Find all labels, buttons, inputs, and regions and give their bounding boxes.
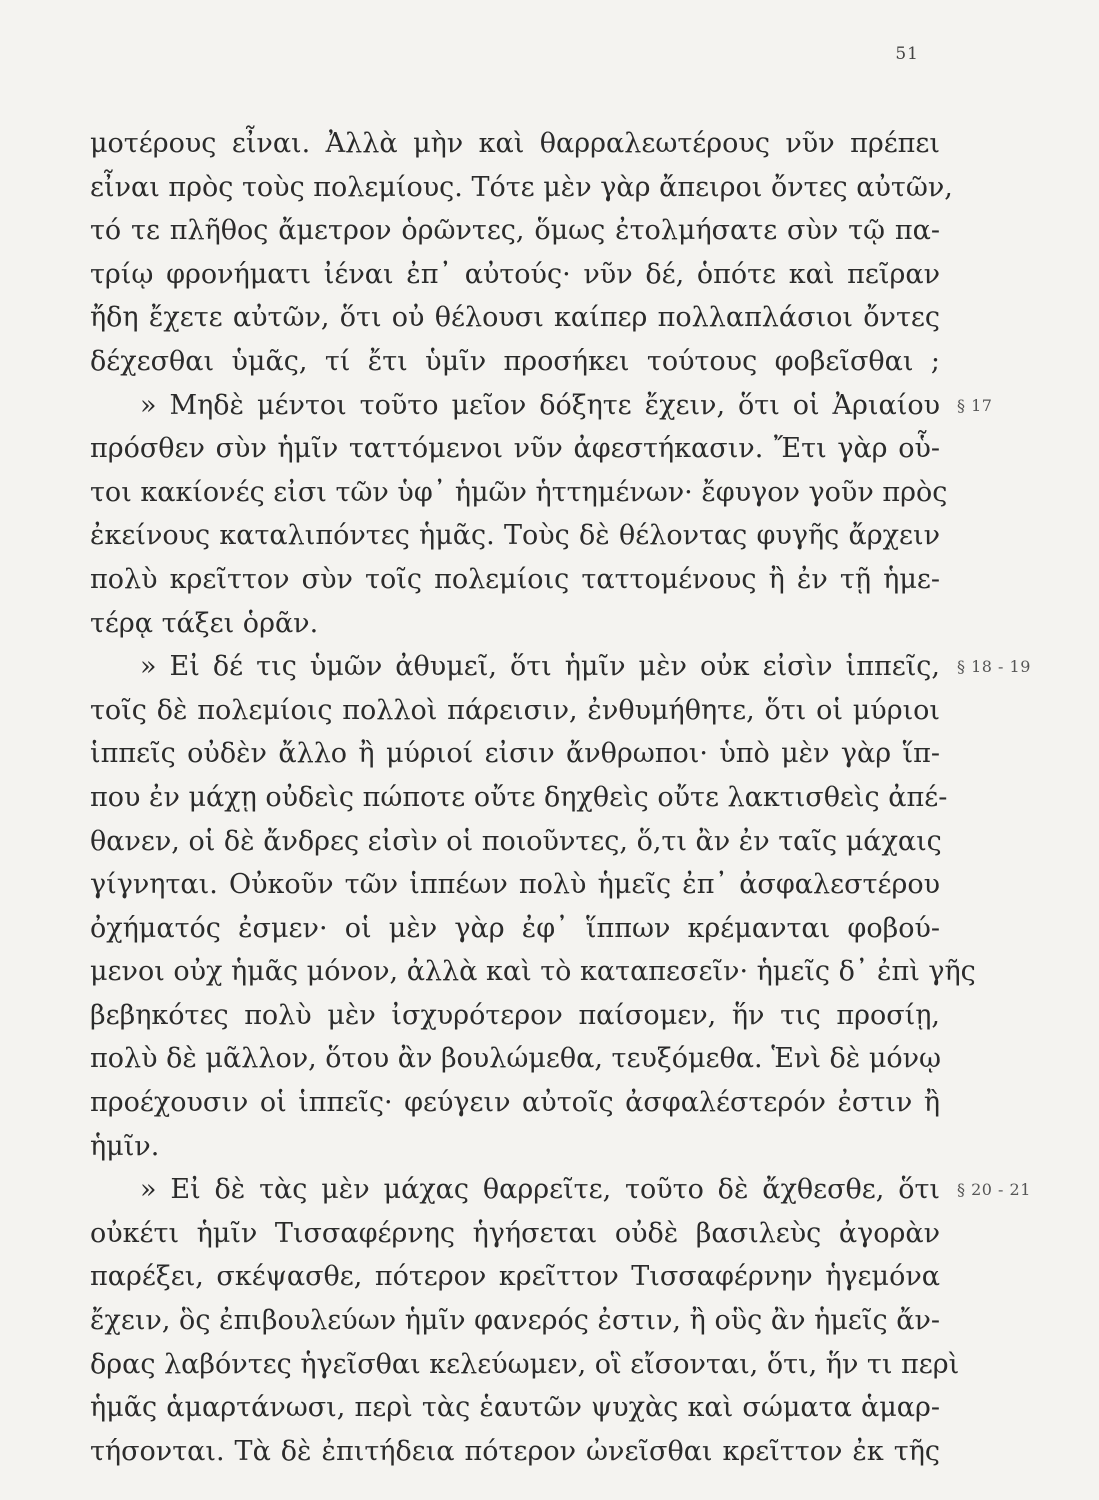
- section-marginal-note: § 17: [957, 395, 993, 415]
- text-line: ἔχειν, ὃς ἐπιβουλεύων ἡμῖν φανερός ἐστιν, ἢ οὓς ἂν ἡμεῖς ἄν-: [90, 1305, 940, 1337]
- text-line: προέχουσιν οἱ ἱππεῖς· φεύγειν αὐτοῖς ἀσφαλέστερόν ἐστιν ἢ: [90, 1087, 940, 1119]
- text-line: ἤδη ἔχετε αὐτῶν, ὅτι οὐ θέλουσι καίπερ πολλαπλάσιοι ὄντες: [90, 302, 940, 334]
- text-line: πολὺ δὲ μᾶλλον, ὅτου ἂν βουλώμεθα, τευξόμεθα. Ἑνὶ δὲ μόνῳ: [90, 1043, 942, 1075]
- text-line: ἱππεῖς οὐδὲν ἄλλο ἢ μύριοί εἰσιν ἄνθρωποι· ὑπὸ μὲν γὰρ ἵπ-: [90, 738, 940, 770]
- text-line: ἡμᾶς ἁμαρτάνωσι, περὶ τὰς ἑαυτῶν ψυχὰς καὶ σώματα ἁμαρ-: [90, 1392, 940, 1424]
- text-line: μενοι οὐχ ἡμᾶς μόνον, ἀλλὰ καὶ τὸ καταπεσεῖν· ἡμεῖς δ᾽ ἐπὶ γῆς: [90, 956, 976, 988]
- section-marginal-note: § 20 - 21: [957, 1180, 1031, 1200]
- text-line: τοι κακίονές εἰσι τῶν ὑφ᾽ ἡμῶν ἡττημένων· ἔφυγον γοῦν πρὸς: [90, 476, 948, 508]
- text-line: γίγνηται. Οὐκοῦν τῶν ἱππέων πολὺ ἡμεῖς ἐπ᾽ ἀσφαλεστέρου: [90, 869, 940, 901]
- text-line: δρας λαβόντες ἡγεῖσθαι κελεύωμεν, οἳ εἴσονται, ὅτι, ἥν τι περὶ: [90, 1348, 960, 1380]
- text-line: μοτέρους εἶναι. Ἀλλὰ μὴν καὶ θαρραλεωτέρους νῦν πρέπει: [90, 128, 940, 159]
- text-line: εἶναι πρὸς τοὺς πολεμίους. Τότε μὲν γὰρ ἄπειροι ὄντες αὐτῶν,: [90, 171, 953, 203]
- text-line: ἡμῖν.: [90, 1130, 160, 1162]
- text-line: » Εἰ δὲ τὰς μὲν μάχας θαρρεῖτε, τοῦτο δὲ ἄχθεσθε, ὅτι: [140, 1174, 940, 1206]
- text-line: που ἐν μάχῃ οὐδεὶς πώποτε οὔτε δηχθεὶς οὔτε λακτισθεὶς ἀπέ-: [90, 781, 948, 813]
- text-line: δέχεσθαι ὑμᾶς, τί ἔτι ὑμῖν προσήκει τούτους φοβεῖσθαι ;: [90, 345, 940, 377]
- text-line: πολὺ κρεῖττον σὺν τοῖς πολεμίοις ταττομένους ἢ ἐν τῇ ἡμε-: [90, 563, 940, 595]
- page-number: 51: [895, 44, 919, 64]
- section-marginal-note: § 18 - 19: [957, 657, 1031, 677]
- text-line: » Εἰ δέ τις ὑμῶν ἀθυμεῖ, ὅτι ἡμῖν μὲν οὐκ εἰσὶν ἱππεῖς,: [140, 651, 940, 683]
- text-line: ἐκείνους καταλιπόντες ἡμᾶς. Τοὺς δὲ θέλοντας φυγῆς ἄρχειν: [90, 520, 940, 552]
- text-line: τοῖς δὲ πολεμίοις πολλοὶ πάρεισιν, ἐνθυμήθητε, ὅτι οἱ μύριοι: [90, 694, 940, 726]
- text-line: ὀχήματός ἐσμεν· οἱ μὲν γὰρ ἐφ᾽ ἵππων κρέμανται φοβού-: [90, 912, 940, 944]
- text-line: παρέξει, σκέψασθε, πότερον κρεῖττον Τισσαφέρνην ἡγεμόνα: [90, 1261, 940, 1293]
- text-line: τέρᾳ τάξει ὁρᾶν.: [90, 607, 319, 639]
- text-line: τήσονται. Τὰ δὲ ἐπιτήδεια πότερον ὠνεῖσθαι κρεῖττον ἐκ τῆς: [90, 1435, 940, 1467]
- text-line: » Μηδὲ μέντοι τοῦτο μεῖον δόξητε ἔχειν, ὅτι οἱ Ἀριαίου: [140, 389, 940, 421]
- text-line: τό τε πλῆθος ἄμετρον ὁρῶντες, ὅμως ἐτολμήσατε σὺν τῷ πα-: [90, 215, 940, 247]
- text-line: θανεν, οἱ δὲ ἄνδρες εἰσὶν οἱ ποιοῦντες, ὅ,τι ἂν ἐν ταῖς μάχαις: [90, 825, 942, 857]
- text-line: οὐκέτι ἡμῖν Τισσαφέρνης ἡγήσεται οὐδὲ βασιλεὺς ἀγορὰν: [90, 1217, 940, 1249]
- text-line: πρόσθεν σὺν ἡμῖν ταττόμενοι νῦν ἀφεστήκασιν. Ἔτι γὰρ οὗ-: [90, 433, 940, 465]
- text-line: τρίῳ φρονήματι ἰέναι ἐπ᾽ αὐτούς· νῦν δέ, ὁπότε καὶ πεῖραν: [90, 258, 940, 290]
- text-line: βεβηκότες πολὺ μὲν ἰσχυρότερον παίσομεν, ἥν τις προσίῃ,: [90, 999, 940, 1031]
